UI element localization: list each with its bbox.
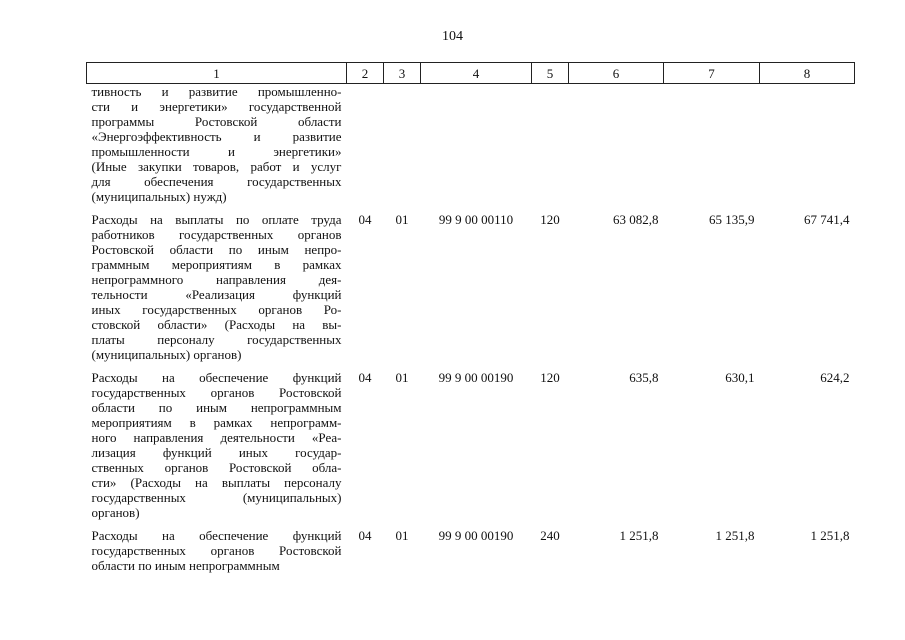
target-article-code [421,84,532,205]
target-article-code: 99 9 00 00190 [438,370,514,385]
description-line: лизация функций иных государ- [91,445,342,460]
row-description [87,84,347,205]
description-line: государственных (муниципальных) [91,490,342,505]
description-line: области по иным непрограммным [91,400,342,415]
table-row [87,520,855,573]
subsection-code: 01 [395,370,409,385]
amount-year-3 [760,84,855,205]
row-description [87,520,347,573]
amount-year-3: 624,2 [820,370,850,385]
description-line: Ростовской области по иным непро- [91,242,342,257]
description-line: граммным мероприятиям в рамках [91,257,342,272]
description-line: тивность и развитие промышленно- [91,84,342,99]
description-line: Расходы на обеспечение функций [91,528,342,543]
description-line: Расходы на выплаты по оплате труда [91,212,342,227]
expense-type-code: 120 [540,370,560,385]
page-number: 104 [442,29,463,44]
table-row [87,84,855,205]
target-article-code: 99 9 00 00190 [438,528,514,543]
subsection-code: 01 [395,528,409,543]
column-header-1: 1 [87,63,347,84]
amount-year-1 [569,84,664,205]
amount-year-2: 630,1 [725,370,755,385]
description-line: мероприятиям в рамках непрограмм- [91,415,342,430]
section-code: 04 [358,528,372,543]
section-code: 04 [358,212,372,227]
amount-year-2: 1 251,8 [715,528,755,543]
description-line: для обеспечения государственных [91,174,342,189]
amount-year-2 [664,84,760,205]
row-description [87,204,347,362]
description-line: программы Ростовской области [91,114,342,129]
row-description [87,362,347,520]
description-line: государственных органов Ростовской [91,385,342,400]
description-line: (муниципальных) органов) [91,347,242,362]
amount-year-1: 635,8 [629,370,659,385]
description-line: промышленности и энергетики» [91,144,342,159]
subsection-code: 01 [395,212,409,227]
description-line: ного направления деятельности «Реа- [91,430,342,445]
description-line: (муниципальных) нужд) [91,189,227,204]
column-header-8: 8 [760,63,855,84]
amount-year-1: 1 251,8 [619,528,659,543]
budget-table [86,62,855,573]
amount-year-2: 65 135,9 [709,212,755,227]
expense-type-code: 240 [540,528,560,543]
description-line: иных государственных органов Ро- [91,302,342,317]
table-row [87,204,855,362]
description-line: «Энергоэффективность и развитие [91,129,342,144]
amount-year-1: 63 082,8 [613,212,659,227]
column-header-6: 6 [569,63,664,84]
description-line: стовской области» (Расходы на вы- [91,317,342,332]
section-code [347,84,384,205]
description-line: ственных органов Ростовской обла- [91,460,342,475]
column-header-2: 2 [347,63,384,84]
amount-year-3: 1 251,8 [810,528,850,543]
header-row [87,63,855,84]
section-code: 04 [358,370,372,385]
target-article-code: 99 9 00 00110 [438,212,514,227]
table-row [87,362,855,520]
description-line: (Иные закупки товаров, работ и услуг [91,159,342,174]
description-line: работников государственных органов [91,227,342,242]
column-header-7: 7 [664,63,760,84]
description-line: Расходы на обеспечение функций [91,370,342,385]
column-header-3: 3 [384,63,421,84]
description-line: сти и энергетики» государственной [91,99,342,114]
expense-type-code: 120 [540,212,560,227]
description-line: органов) [91,505,140,520]
description-line: области по иным непрограммным [91,558,280,573]
description-line: государственных органов Ростовской [91,543,342,558]
description-line: непрограммного направления дея- [91,272,342,287]
description-line: сти» (Расходы на выплаты персоналу [91,475,342,490]
description-line: платы персоналу государственных [91,332,342,347]
subsection-code [384,84,421,205]
column-header-5: 5 [532,63,569,84]
expense-type-code [532,84,569,205]
description-line: тельности «Реализация функций [91,287,342,302]
column-header-4: 4 [421,63,532,84]
amount-year-3: 67 741,4 [804,212,850,227]
